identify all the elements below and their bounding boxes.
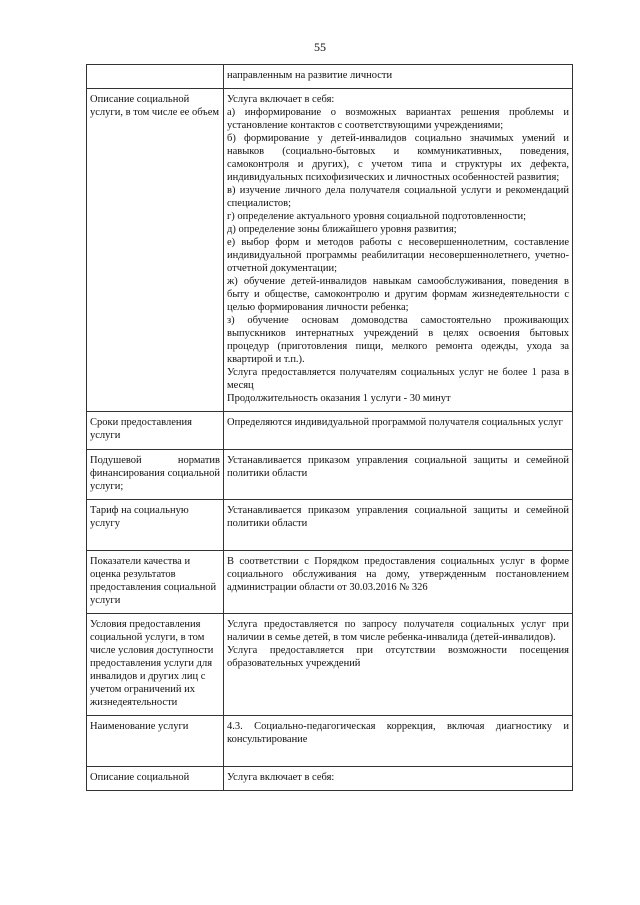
table-row <box>87 450 573 500</box>
table-row <box>87 614 573 716</box>
content-line: ж) обучение детей-инвалидов навыкам самообслуживания, поведения в быту и обществе, самоконтролю и другим формам жизнедеятельности с целью формирования личности ребенка; <box>227 276 569 313</box>
table-row <box>87 65 573 89</box>
content-line: Услуга предоставляется при отсутствии возможности посещения образовательных учреждений <box>227 645 569 669</box>
row-content <box>224 89 573 412</box>
row-label: Наименование услуги <box>87 716 224 767</box>
row-label: Подушевой норматив финансирования социальной услуги; <box>87 450 224 500</box>
page-number: 55 <box>314 40 326 54</box>
table-row <box>87 551 573 614</box>
row-label: Тариф на социальную услугу <box>87 500 224 551</box>
table-row <box>87 412 573 450</box>
row-label <box>87 65 224 89</box>
content-line: Услуга включает в себя: <box>227 94 335 105</box>
table-row <box>87 89 573 412</box>
content-line: направленным на развитие личности <box>227 70 393 81</box>
content-line: Устанавливается приказом управления социальной защиты и семейной политики области <box>227 505 569 529</box>
row-label: Условия предоставления социальной услуги, в том числе условия доступности предоставления услуги для инвалидов и других лиц с учетом ограничений их жизнедеятельности <box>87 614 224 716</box>
row-content <box>224 500 573 551</box>
content-line: з) обучение основам домоводства самостоятельно проживающих выпускников интернатных учреждений в целях освоения бытовых процедур (приготовления пищи, мелкого ремонта одежды, ухода за квартирой и т.п.). <box>227 315 569 365</box>
content-line: Услуга предоставляется получателям социальных услуг не более 1 раза в месяц <box>227 367 569 391</box>
row-content <box>224 65 573 89</box>
row-label: Описание социальной <box>87 767 224 791</box>
content-line: б) формирование у детей-инвалидов социально значимых умений и навыков (социально-бытовых и коммуникативных, поведения, самоконтроля и других), с учетом типа и структуры их дефекта, индивидуальных психофизических и личностных особенностей развития; <box>227 133 569 183</box>
row-content <box>224 716 573 767</box>
row-content <box>224 614 573 716</box>
row-content <box>224 450 573 500</box>
row-content <box>224 767 573 791</box>
content-line: 4.3. Социально-педагогическая коррекция, включая диагностику и консультирование <box>227 721 569 745</box>
content-line: в) изучение личного дела получателя социальной услуги и рекомендаций специалистов; <box>227 185 569 209</box>
content-line: г) определение актуального уровня социальной подготовленности; <box>227 211 527 222</box>
content-line: Определяются индивидуальной программой получателя социальных услуг <box>227 417 563 428</box>
content-line: Устанавливается приказом управления социальной защиты и семейной политики области <box>227 455 569 479</box>
content-line: Продолжительность оказания 1 услуги - 30 минут <box>227 393 451 404</box>
content-line: Услуга включает в себя: <box>227 772 335 783</box>
row-content <box>224 551 573 614</box>
service-table <box>86 64 573 791</box>
row-label: Описание социальной услуги, в том числе ее объем <box>87 89 224 412</box>
table-row <box>87 500 573 551</box>
content-line: В соответствии с Порядком предоставления социальных услуг в форме социального обслуживания на дому, утвержденным постановлением администрации области от 30.03.2016 № 326 <box>227 556 569 593</box>
content-line: е) выбор форм и методов работы с несовершеннолетним, составление индивидуальной программы реабилитации несовершеннолетнего, учетно-отчетной документации; <box>227 237 569 274</box>
table-row <box>87 716 573 767</box>
content-line: а) информирование о возможных вариантах решения проблемы и установление контактов с соответствующими учреждениями; <box>227 107 569 131</box>
content-line: Услуга предоставляется по запросу получателя социальных услуг при наличии в семье детей, в том числе ребенка-инвалида (детей-инвалидов). <box>227 619 569 643</box>
table-row <box>87 767 573 791</box>
row-label: Показатели качества и оценка результатов предоставления социальной услуги <box>87 551 224 614</box>
content-line: д) определение зоны ближайшего уровня развития; <box>227 224 457 235</box>
row-content <box>224 412 573 450</box>
row-label: Сроки предоставления услуги <box>87 412 224 450</box>
